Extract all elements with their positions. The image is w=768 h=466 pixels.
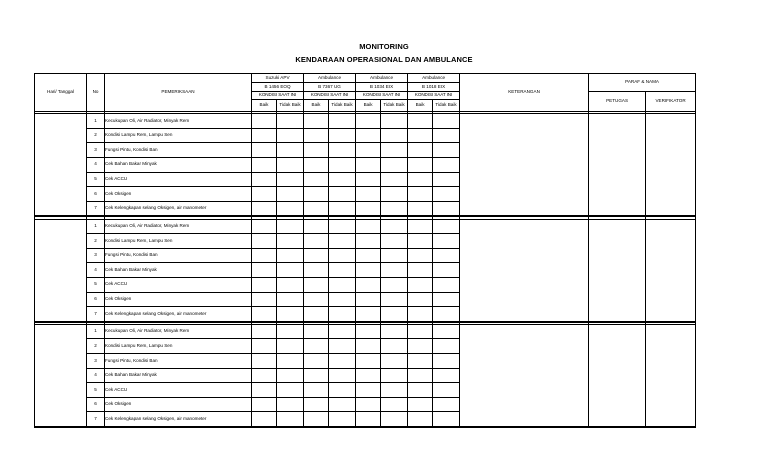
table-header [35, 74, 696, 112]
good-check-cell[interactable] [252, 263, 277, 278]
not-good-check-cell[interactable] [381, 307, 408, 322]
not-good-label: Tidak Baik [329, 100, 356, 112]
good-check-cell[interactable] [304, 143, 329, 158]
good-check-cell[interactable] [408, 324, 433, 339]
not-good-check-cell[interactable] [277, 292, 304, 307]
item-number: 5 [87, 172, 105, 187]
not-good-check-cell[interactable] [277, 277, 304, 292]
inspection-item: Cek Bahan Bakar Minyak [105, 263, 252, 278]
good-check-cell[interactable] [304, 219, 329, 234]
table-row [35, 219, 696, 234]
not-good-check-cell[interactable] [329, 383, 356, 398]
good-check-cell[interactable] [408, 277, 433, 292]
not-good-check-cell[interactable] [329, 263, 356, 278]
inspection-item: Cek Kelengkapan selang Oksigen, air manometer [105, 412, 252, 427]
good-check-cell[interactable] [356, 248, 381, 263]
inspection-item: Cek Kelengkapan selang Oksigen, air manometer [105, 201, 252, 216]
not-good-check-cell[interactable] [381, 128, 408, 143]
not-good-check-cell[interactable] [277, 114, 304, 129]
good-check-cell[interactable] [408, 263, 433, 278]
good-check-cell[interactable] [304, 201, 329, 216]
good-check-cell[interactable] [356, 307, 381, 322]
officer-sign-cell[interactable] [589, 114, 646, 217]
verifier-sign-cell[interactable] [646, 114, 696, 217]
not-good-check-cell[interactable] [381, 248, 408, 263]
not-good-check-cell[interactable] [433, 292, 460, 307]
not-good-label: Tidak Baik [277, 100, 304, 112]
not-good-check-cell[interactable] [381, 324, 408, 339]
good-check-cell[interactable] [252, 368, 277, 383]
good-label: Baik [356, 100, 381, 112]
good-check-cell[interactable] [304, 354, 329, 369]
officer-sign-cell[interactable] [589, 219, 646, 322]
header-no: No [87, 74, 105, 112]
good-check-cell[interactable] [252, 412, 277, 427]
good-check-cell[interactable] [408, 219, 433, 234]
good-check-cell[interactable] [408, 187, 433, 202]
item-number: 1 [87, 324, 105, 339]
inspection-item: Kondisi Lampu Rem, Lampu Sen [105, 234, 252, 249]
verifier-sign-cell[interactable] [646, 219, 696, 322]
not-good-check-cell[interactable] [433, 307, 460, 322]
not-good-check-cell[interactable] [329, 201, 356, 216]
not-good-check-cell[interactable] [277, 368, 304, 383]
not-good-check-cell[interactable] [277, 354, 304, 369]
remarks-cell[interactable] [460, 219, 589, 322]
good-check-cell[interactable] [408, 157, 433, 172]
good-label: Baik [408, 100, 433, 112]
item-number: 6 [87, 187, 105, 202]
not-good-check-cell[interactable] [329, 157, 356, 172]
good-check-cell[interactable] [356, 412, 381, 427]
good-check-cell[interactable] [356, 143, 381, 158]
good-check-cell[interactable] [356, 383, 381, 398]
not-good-check-cell[interactable] [329, 368, 356, 383]
good-check-cell[interactable] [356, 128, 381, 143]
good-check-cell[interactable] [252, 383, 277, 398]
not-good-check-cell[interactable] [433, 324, 460, 339]
item-number: 3 [87, 354, 105, 369]
good-check-cell[interactable] [252, 128, 277, 143]
not-good-check-cell[interactable] [433, 354, 460, 369]
not-good-label: Tidak Baik [433, 100, 460, 112]
remarks-cell[interactable] [460, 324, 589, 427]
inspection-item: Fungsi Pintu, Kondisi Ban [105, 143, 252, 158]
good-check-cell[interactable] [304, 412, 329, 427]
not-good-check-cell[interactable] [277, 248, 304, 263]
good-check-cell[interactable] [408, 412, 433, 427]
not-good-check-cell[interactable] [433, 128, 460, 143]
good-check-cell[interactable] [304, 248, 329, 263]
not-good-check-cell[interactable] [381, 234, 408, 249]
not-good-check-cell[interactable] [277, 324, 304, 339]
page-subtitle: KENDARAAN OPERASIONAL DAN AMBULANCE [295, 55, 473, 64]
good-check-cell[interactable] [408, 397, 433, 412]
not-good-check-cell[interactable] [433, 114, 460, 129]
good-check-cell[interactable] [356, 354, 381, 369]
good-check-cell[interactable] [356, 234, 381, 249]
not-good-check-cell[interactable] [433, 234, 460, 249]
good-check-cell[interactable] [356, 172, 381, 187]
good-check-cell[interactable] [252, 157, 277, 172]
not-good-check-cell[interactable] [381, 157, 408, 172]
not-good-check-cell[interactable] [433, 263, 460, 278]
table-row [35, 114, 696, 129]
good-check-cell[interactable] [252, 324, 277, 339]
not-good-check-cell[interactable] [433, 157, 460, 172]
not-good-check-cell[interactable] [329, 412, 356, 427]
good-check-cell[interactable] [356, 397, 381, 412]
inspection-item: Kecukupan Oli, Air Radiator, Minyak Rem [105, 219, 252, 234]
good-check-cell[interactable] [252, 339, 277, 354]
not-good-check-cell[interactable] [381, 368, 408, 383]
not-good-check-cell[interactable] [277, 339, 304, 354]
not-good-check-cell[interactable] [329, 114, 356, 129]
good-check-cell[interactable] [408, 143, 433, 158]
good-check-cell[interactable] [304, 263, 329, 278]
good-check-cell[interactable] [252, 292, 277, 307]
good-check-cell[interactable] [304, 128, 329, 143]
good-check-cell[interactable] [252, 307, 277, 322]
not-good-check-cell[interactable] [381, 292, 408, 307]
not-good-check-cell[interactable] [277, 263, 304, 278]
inspection-item: Kondisi Lampu Rem, Lampu Sen [105, 128, 252, 143]
table-row [35, 324, 696, 339]
not-good-check-cell[interactable] [433, 248, 460, 263]
officer-sign-cell[interactable] [589, 324, 646, 427]
not-good-check-cell[interactable] [381, 412, 408, 427]
day-date-cell[interactable] [35, 114, 87, 217]
good-check-cell[interactable] [252, 143, 277, 158]
not-good-check-cell[interactable] [433, 172, 460, 187]
table-body [35, 112, 696, 428]
good-check-cell[interactable] [304, 339, 329, 354]
not-good-check-cell[interactable] [277, 128, 304, 143]
not-good-check-cell[interactable] [433, 277, 460, 292]
good-check-cell[interactable] [304, 307, 329, 322]
good-check-cell[interactable] [252, 277, 277, 292]
not-good-check-cell[interactable] [381, 172, 408, 187]
vehicle-plate: B 1018 EIX [408, 83, 460, 92]
good-check-cell[interactable] [252, 187, 277, 202]
good-check-cell[interactable] [252, 201, 277, 216]
inspection-item: Kecukupan Oli, Air Radiator, Minyak Rem [105, 114, 252, 129]
condition-label: KONDISI SAAT INI [252, 92, 304, 100]
item-number: 2 [87, 234, 105, 249]
good-check-cell[interactable] [356, 201, 381, 216]
good-check-cell[interactable] [408, 128, 433, 143]
inspection-item: Cek Bahan Bakar Minyak [105, 157, 252, 172]
monitoring-table [34, 73, 696, 428]
good-check-cell[interactable] [408, 292, 433, 307]
good-check-cell[interactable] [408, 172, 433, 187]
good-check-cell[interactable] [304, 277, 329, 292]
not-good-check-cell[interactable] [277, 157, 304, 172]
good-check-cell[interactable] [252, 219, 277, 234]
condition-label: KONDISI SAAT INI [304, 92, 356, 100]
day-date-cell[interactable] [35, 324, 87, 427]
page-title: MONITORING [359, 42, 409, 51]
not-good-check-cell[interactable] [381, 263, 408, 278]
not-good-check-cell[interactable] [433, 143, 460, 158]
not-good-check-cell[interactable] [433, 383, 460, 398]
item-number: 4 [87, 263, 105, 278]
item-number: 7 [87, 412, 105, 427]
item-number: 4 [87, 368, 105, 383]
header-remarks: KETERANGAN [460, 74, 589, 112]
not-good-check-cell[interactable] [277, 234, 304, 249]
good-label: Baik [304, 100, 329, 112]
inspection-item: Cek Oksigen [105, 187, 252, 202]
not-good-check-cell[interactable] [329, 292, 356, 307]
good-check-cell[interactable] [356, 368, 381, 383]
item-number: 2 [87, 128, 105, 143]
item-number: 5 [87, 383, 105, 398]
not-good-check-cell[interactable] [329, 143, 356, 158]
item-number: 2 [87, 339, 105, 354]
header-officer: PETUGAS [589, 92, 646, 112]
not-good-check-cell[interactable] [381, 219, 408, 234]
not-good-check-cell[interactable] [329, 397, 356, 412]
not-good-check-cell[interactable] [433, 219, 460, 234]
item-number: 4 [87, 157, 105, 172]
not-good-check-cell[interactable] [277, 187, 304, 202]
inspection-item: Cek Oksigen [105, 397, 252, 412]
not-good-check-cell[interactable] [329, 128, 356, 143]
good-check-cell[interactable] [356, 263, 381, 278]
good-check-cell[interactable] [408, 307, 433, 322]
not-good-check-cell[interactable] [381, 201, 408, 216]
good-check-cell[interactable] [304, 172, 329, 187]
not-good-check-cell[interactable] [381, 397, 408, 412]
remarks-cell[interactable] [460, 114, 589, 217]
good-check-cell[interactable] [356, 324, 381, 339]
good-check-cell[interactable] [304, 234, 329, 249]
good-check-cell[interactable] [304, 157, 329, 172]
good-check-cell[interactable] [356, 187, 381, 202]
vehicle-name: Ambulance [356, 74, 408, 83]
good-check-cell[interactable] [356, 277, 381, 292]
not-good-check-cell[interactable] [329, 187, 356, 202]
not-good-check-cell[interactable] [381, 339, 408, 354]
inspection-item: Kondisi Lampu Rem, Lampu Sen [105, 339, 252, 354]
good-check-cell[interactable] [356, 292, 381, 307]
not-good-check-cell[interactable] [329, 219, 356, 234]
good-check-cell[interactable] [408, 383, 433, 398]
condition-label: KONDISI SAAT INI [408, 92, 460, 100]
good-check-cell[interactable] [252, 354, 277, 369]
not-good-check-cell[interactable] [381, 114, 408, 129]
header-day-date: Hari/ Tanggal [35, 74, 87, 112]
good-check-cell[interactable] [408, 248, 433, 263]
not-good-check-cell[interactable] [277, 143, 304, 158]
not-good-check-cell[interactable] [381, 383, 408, 398]
inspection-item: Fungsi Pintu, Kondisi Ban [105, 248, 252, 263]
good-check-cell[interactable] [252, 234, 277, 249]
item-number: 3 [87, 248, 105, 263]
not-good-check-cell[interactable] [433, 187, 460, 202]
good-check-cell[interactable] [304, 368, 329, 383]
not-good-check-cell[interactable] [433, 339, 460, 354]
good-check-cell[interactable] [304, 324, 329, 339]
good-check-cell[interactable] [408, 368, 433, 383]
not-good-check-cell[interactable] [329, 339, 356, 354]
not-good-check-cell[interactable] [277, 383, 304, 398]
good-check-cell[interactable] [356, 219, 381, 234]
inspection-item: Cek Oksigen [105, 292, 252, 307]
inspection-item: Cek Kelengkapan selang Oksigen, air manometer [105, 307, 252, 322]
item-number: 6 [87, 292, 105, 307]
inspection-item: Cek ACCU [105, 172, 252, 187]
vehicle-plate: B 1456 EOQ [252, 83, 304, 92]
header-verifier: VERIFIKATOR [646, 92, 696, 112]
item-number: 1 [87, 114, 105, 129]
item-number: 7 [87, 201, 105, 216]
vehicle-plate: B 1034 EIX [356, 83, 408, 92]
item-number: 1 [87, 219, 105, 234]
not-good-check-cell[interactable] [329, 277, 356, 292]
not-good-check-cell[interactable] [433, 201, 460, 216]
good-check-cell[interactable] [304, 187, 329, 202]
item-number: 5 [87, 277, 105, 292]
not-good-check-cell[interactable] [329, 354, 356, 369]
good-check-cell[interactable] [252, 114, 277, 129]
good-check-cell[interactable] [252, 397, 277, 412]
not-good-check-cell[interactable] [433, 412, 460, 427]
inspection-item: Cek ACCU [105, 277, 252, 292]
good-check-cell[interactable] [408, 201, 433, 216]
not-good-check-cell[interactable] [277, 412, 304, 427]
not-good-check-cell[interactable] [329, 307, 356, 322]
item-number: 7 [87, 307, 105, 322]
inspection-item: Kecukupan Oli, Air Radiator, Minyak Rem [105, 324, 252, 339]
inspection-item: Fungsi Pintu, Kondisi Ban [105, 354, 252, 369]
not-good-check-cell[interactable] [277, 307, 304, 322]
header-sign: PARAF & NAMA [589, 74, 696, 92]
inspection-item: Cek ACCU [105, 383, 252, 398]
inspection-item: Cek Bahan Bakar Minyak [105, 368, 252, 383]
vehicle-name: Ambulance [408, 74, 460, 83]
good-check-cell[interactable] [304, 397, 329, 412]
not-good-check-cell[interactable] [381, 187, 408, 202]
not-good-check-cell[interactable] [381, 143, 408, 158]
not-good-check-cell[interactable] [329, 248, 356, 263]
good-check-cell[interactable] [356, 157, 381, 172]
condition-label: KONDISI SAAT INI [356, 92, 408, 100]
verifier-sign-cell[interactable] [646, 324, 696, 427]
day-date-cell[interactable] [35, 219, 87, 322]
item-number: 3 [87, 143, 105, 158]
good-check-cell[interactable] [304, 292, 329, 307]
item-number: 6 [87, 397, 105, 412]
not-good-check-cell[interactable] [329, 234, 356, 249]
good-check-cell[interactable] [252, 248, 277, 263]
not-good-check-cell[interactable] [381, 354, 408, 369]
good-label: Baik [252, 100, 277, 112]
vehicle-plate: B 7367 UG [304, 83, 356, 92]
good-check-cell[interactable] [356, 339, 381, 354]
good-check-cell[interactable] [356, 114, 381, 129]
good-check-cell[interactable] [408, 234, 433, 249]
not-good-check-cell[interactable] [433, 368, 460, 383]
not-good-check-cell[interactable] [277, 219, 304, 234]
not-good-check-cell[interactable] [433, 397, 460, 412]
not-good-check-cell[interactable] [381, 277, 408, 292]
not-good-check-cell[interactable] [329, 172, 356, 187]
good-check-cell[interactable] [304, 383, 329, 398]
good-check-cell[interactable] [304, 114, 329, 129]
good-check-cell[interactable] [408, 354, 433, 369]
not-good-check-cell[interactable] [277, 397, 304, 412]
not-good-label: Tidak Baik [381, 100, 408, 112]
good-check-cell[interactable] [408, 339, 433, 354]
not-good-check-cell[interactable] [277, 201, 304, 216]
header-inspection: PEMERIKSAAN [105, 74, 252, 112]
vehicle-name: Suzuki APV [252, 74, 304, 83]
vehicle-name: Ambulance [304, 74, 356, 83]
not-good-check-cell[interactable] [277, 172, 304, 187]
not-good-check-cell[interactable] [329, 324, 356, 339]
good-check-cell[interactable] [252, 172, 277, 187]
good-check-cell[interactable] [408, 114, 433, 129]
